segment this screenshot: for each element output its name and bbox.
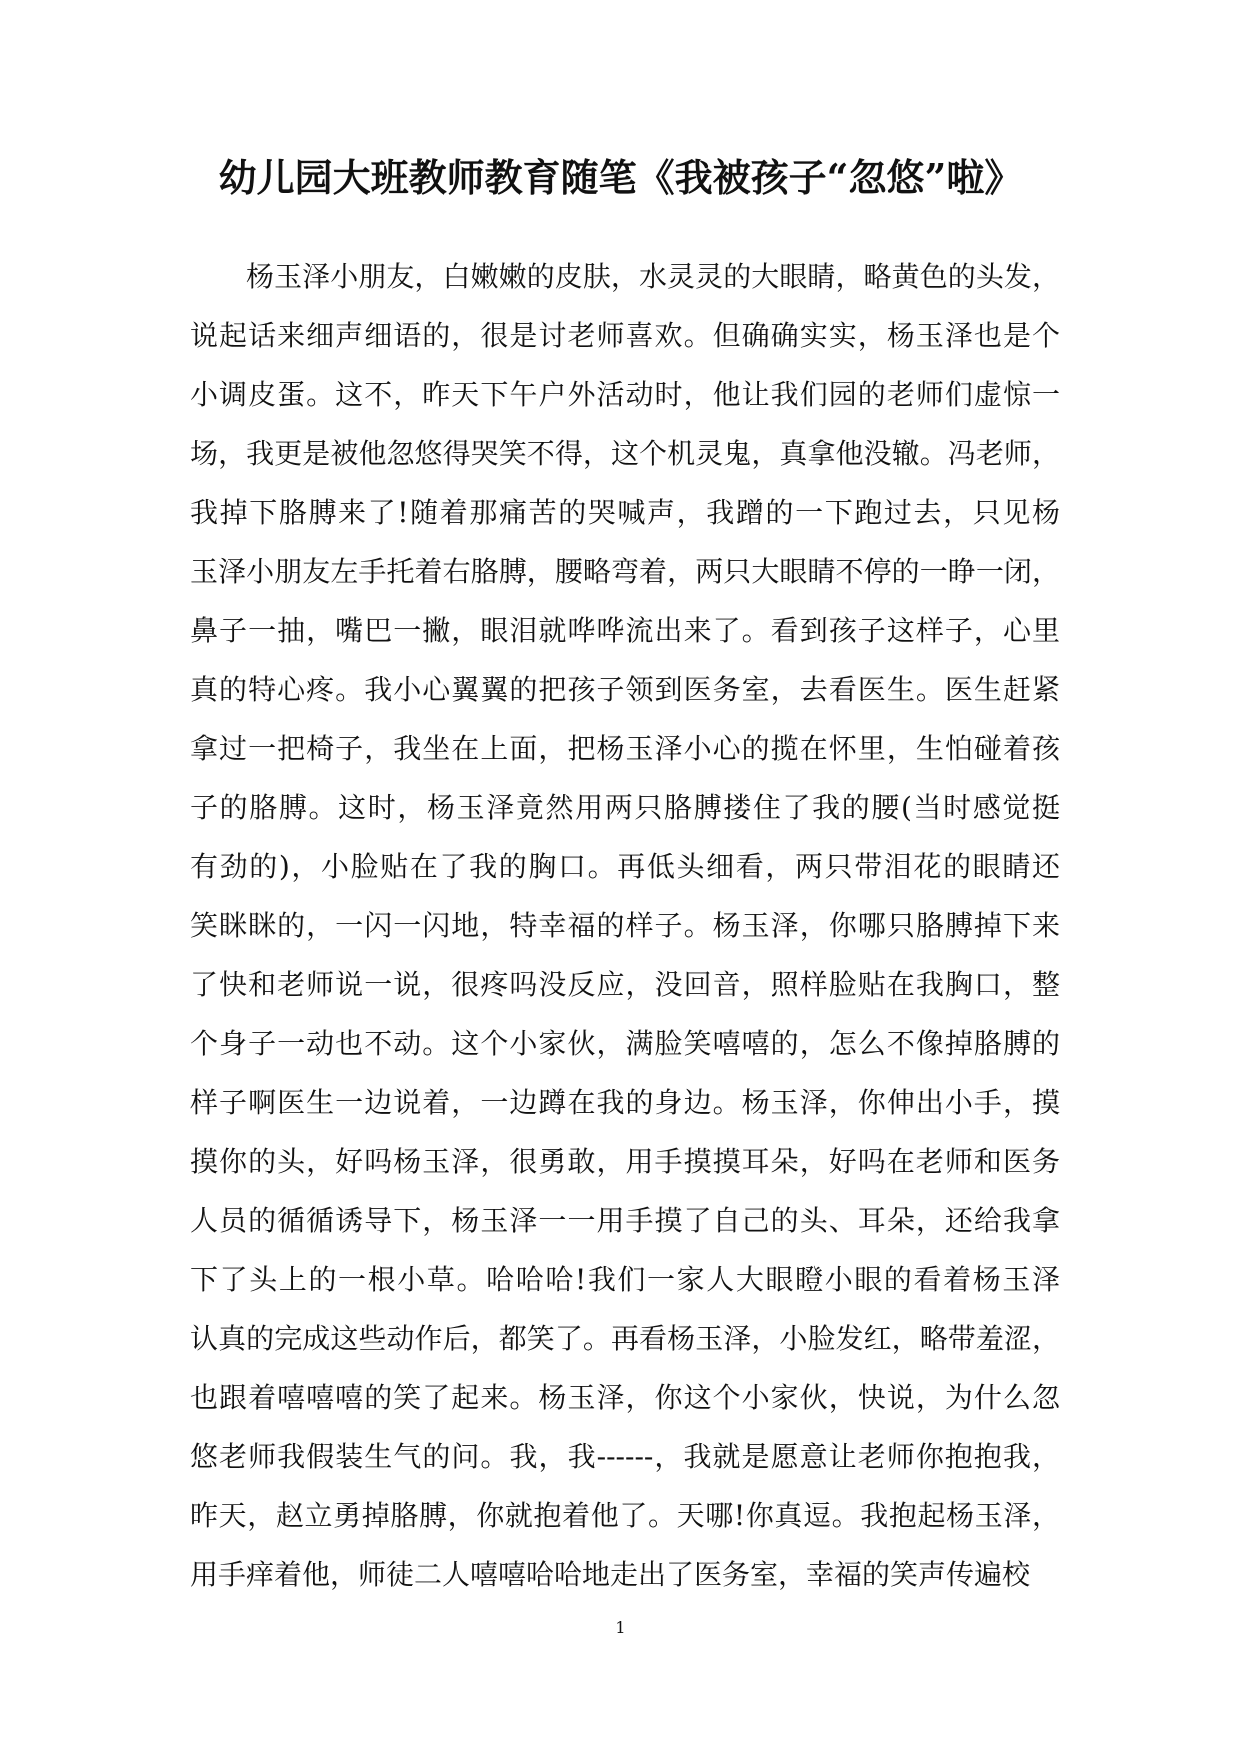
- text-line: 拿过一把椅子，我坐在上面，把杨玉泽小心的揽在怀里，生怕碰着孩: [190, 732, 1060, 765]
- text-line: 小调皮蛋。这不，昨天下午户外活动时，他让我们园的老师们虚惊一: [190, 378, 1060, 411]
- text-line: 样子啊医生一边说着，一边蹲在我的身边。杨玉泽，你伸出小手，摸: [190, 1086, 1060, 1119]
- text-line: 我掉下胳膊来了!随着那痛苦的哭喊声，我蹭的一下跑过去，只见杨: [190, 496, 1060, 529]
- text-line: 摸你的头，好吗杨玉泽，很勇敢，用手摸摸耳朵，好吗在老师和医务: [190, 1145, 1060, 1178]
- text-line: 认真的完成这些动作后，都笑了。再看杨玉泽，小脸发红，略带羞涩，: [190, 1322, 1060, 1355]
- text-line: 个身子一动也不动。这个小家伙，满脸笑嘻嘻的，怎么不像掉胳膊的: [190, 1027, 1060, 1060]
- text-line: 昨天，赵立勇掉胳膊，你就抱着他了。天哪!你真逗。我抱起杨玉泽，: [190, 1499, 1060, 1532]
- body-paragraph: [190, 247, 1060, 1604]
- text-line: 鼻子一抽，嘴巴一撇，眼泪就哗哗流出来了。看到孩子这样子，心里: [190, 614, 1060, 647]
- text-line: 说起话来细声细语的，很是讨老师喜欢。但确确实实，杨玉泽也是个: [190, 319, 1060, 352]
- text-line: 用手痒着他，师徒二人嘻嘻哈哈地走出了医务室，幸福的笑声传遍校: [190, 1558, 1031, 1591]
- text-line: 也跟着嘻嘻嘻的笑了起来。杨玉泽，你这个小家伙，快说，为什么忽: [190, 1381, 1060, 1414]
- text-line: 玉泽小朋友左手托着右胳膊，腰略弯着，两只大眼睛不停的一睁一闭，: [190, 555, 1060, 588]
- text-line: 场，我更是被他忽悠得哭笑不得，这个机灵鬼，真拿他没辙。冯老师，: [190, 437, 1060, 470]
- text-line: 悠老师我假装生气的问。我，我------，我就是愿意让老师你抱抱我，: [190, 1440, 1060, 1473]
- text-line: 杨玉泽小朋友，白嫩嫩的皮肤，水灵灵的大眼睛，略黄色的头发，: [246, 260, 1060, 293]
- document-title: 幼儿园大班教师教育随笔《我被孩子“忽悠”啦》: [218, 155, 1023, 200]
- text-line: 有劲的)，小脸贴在了我的胸口。再低头细看，两只带泪花的眼睛还: [190, 850, 1060, 883]
- text-line: 下了头上的一根小草。哈哈哈!我们一家人大眼瞪小眼的看着杨玉泽: [190, 1263, 1060, 1296]
- text-line: 笑眯眯的，一闪一闪地，特幸福的样子。杨玉泽，你哪只胳膊掉下来: [190, 909, 1060, 942]
- text-line: 人员的循循诱导下，杨玉泽一一用手摸了自己的头、耳朵，还给我拿: [190, 1204, 1060, 1237]
- text-line: 子的胳膊。这时，杨玉泽竟然用两只胳膊搂住了我的腰(当时感觉挺: [190, 791, 1060, 824]
- text-line: 了快和老师说一说，很疼吗没反应，没回音，照样脸贴在我胸口，整: [190, 968, 1060, 1001]
- text-line: 真的特心疼。我小心翼翼的把孩子领到医务室，去看医生。医生赶紧: [190, 673, 1060, 706]
- page-number: 1: [615, 1618, 626, 1637]
